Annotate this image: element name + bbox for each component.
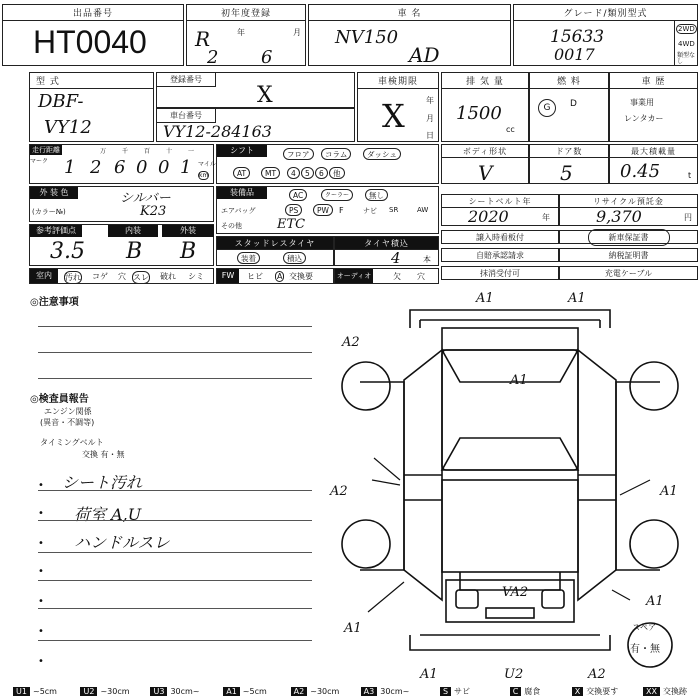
legend-desc: 30cm~ bbox=[170, 687, 200, 696]
month-number: 6 bbox=[261, 47, 273, 68]
registration-value: X bbox=[257, 83, 273, 108]
legend-code: U3 bbox=[150, 687, 167, 696]
equip-cooler: クーラー bbox=[321, 189, 353, 201]
first-registration-label: 初年度登録 bbox=[187, 5, 305, 21]
drive-other: 類型なし bbox=[677, 52, 696, 65]
tire-unit: 本 bbox=[423, 255, 431, 264]
mileage-unit-man: 万 bbox=[100, 148, 107, 155]
evaluation-label: 参考評価点 bbox=[30, 225, 82, 237]
equip-f: F bbox=[339, 206, 344, 215]
right-door-line bbox=[578, 475, 616, 500]
shift-floor: フロア bbox=[283, 148, 314, 160]
model-type-box bbox=[29, 72, 154, 142]
registration-label: 登録番号 bbox=[157, 73, 216, 87]
mileage-mark: マーク bbox=[30, 158, 49, 165]
equip-ps: PS bbox=[285, 204, 302, 216]
legend-item bbox=[630, 684, 700, 700]
bullet: • bbox=[38, 538, 44, 549]
doc-insurance: 自賠承認請求 bbox=[441, 248, 559, 262]
equip-ac: AC bbox=[289, 189, 307, 201]
doc-tax: 納税証明書 bbox=[559, 248, 698, 262]
shift-gear-6: 6 bbox=[315, 167, 328, 179]
history-label: 車 歴 bbox=[610, 73, 697, 89]
damage-mark: A1 bbox=[660, 484, 678, 499]
lot-number-value: HT0040 bbox=[33, 24, 147, 60]
bullet: • bbox=[38, 596, 44, 607]
doc-cancel: 抹消受付可 bbox=[441, 266, 559, 280]
car-name-box bbox=[308, 4, 511, 66]
audio-hole: 穴 bbox=[417, 272, 425, 281]
hood bbox=[442, 328, 578, 350]
tire-box bbox=[334, 236, 439, 266]
legend-item bbox=[280, 684, 350, 700]
interior-hole: 穴 bbox=[118, 272, 126, 281]
shift-dash: ダッシュ bbox=[363, 148, 401, 160]
audio-missing: 欠 bbox=[393, 272, 401, 281]
rear-right-wheel bbox=[630, 520, 678, 568]
spare-label: スペア bbox=[632, 623, 656, 632]
door-box bbox=[529, 144, 609, 184]
inspection-label: 車検期限 bbox=[358, 73, 438, 89]
load-unit: t bbox=[688, 171, 692, 180]
roof bbox=[442, 350, 578, 470]
interior-tear: 破れ bbox=[160, 272, 176, 281]
legend-desc: ~30cm bbox=[310, 687, 340, 696]
body-label: ボディ形状 bbox=[442, 145, 528, 158]
legend-item bbox=[350, 684, 420, 700]
fw-label: FW bbox=[217, 269, 239, 283]
chassis-value: VY12-284163 bbox=[163, 122, 272, 141]
recycle-value: 9,370 bbox=[596, 207, 642, 226]
evaluation-box bbox=[29, 224, 214, 266]
shift-box bbox=[216, 144, 439, 184]
studless-mounted: 装着 bbox=[237, 252, 260, 264]
belt-unit: 年 bbox=[542, 213, 550, 222]
legend-code: A1 bbox=[223, 687, 240, 696]
bullet: • bbox=[38, 508, 44, 519]
damage-mark: A1 bbox=[476, 291, 494, 306]
year-era: R bbox=[195, 27, 211, 51]
note-line bbox=[38, 378, 312, 379]
model-type-value2: VY12 bbox=[44, 117, 92, 138]
fuel-d: D bbox=[570, 99, 577, 109]
color-box bbox=[29, 186, 214, 222]
displacement-unit: cc bbox=[506, 125, 515, 134]
rear-plate bbox=[486, 608, 534, 618]
mileage-mile: マイル bbox=[198, 161, 216, 168]
fw-crack: ヒビ bbox=[247, 272, 263, 281]
color-value1: シルバー bbox=[120, 191, 171, 206]
legend-desc: ~5cm bbox=[242, 687, 267, 696]
audio-box bbox=[334, 268, 439, 284]
equipment-box bbox=[216, 186, 439, 234]
legend-desc: ~30cm bbox=[100, 687, 130, 696]
mileage-unit-hyaku: 百 bbox=[144, 148, 151, 155]
interior-grade-value: B bbox=[126, 239, 143, 264]
equip-airbag: エアバッグ bbox=[221, 207, 256, 215]
shift-other: 他 bbox=[329, 167, 345, 179]
mileage-digit-2: 2 bbox=[90, 157, 102, 178]
doc-nameplate: 譲入時看板付 bbox=[441, 230, 559, 244]
front-bumper bbox=[410, 310, 610, 328]
report-item-3: ハンドルスレ bbox=[74, 533, 170, 552]
report-title: ◎検査員報告 bbox=[30, 394, 89, 405]
legend-desc: 30cm~ bbox=[380, 687, 410, 696]
mark-leader-left bbox=[372, 458, 400, 485]
legend-desc: サビ bbox=[454, 687, 471, 696]
spare-value: 有・無 bbox=[630, 644, 660, 655]
shift-mt: MT bbox=[261, 167, 280, 179]
year-unit: 年 bbox=[237, 28, 245, 37]
note-line bbox=[38, 326, 312, 327]
legend-code: S bbox=[440, 687, 451, 696]
inspection-value: X bbox=[382, 97, 405, 135]
drive-2wd: 2WD bbox=[678, 25, 695, 33]
belt-value: 2020 bbox=[468, 207, 509, 226]
legend-item bbox=[560, 684, 630, 700]
equip-pw: PW bbox=[313, 204, 333, 216]
legend-desc: 交換要す bbox=[586, 687, 619, 696]
fw-replace: 交換要 bbox=[289, 272, 313, 281]
exterior-grade-label: 外装 bbox=[162, 225, 214, 237]
legend-desc: 交換跡 bbox=[662, 687, 687, 696]
note-line bbox=[38, 520, 312, 521]
interior-label: 室内 bbox=[30, 269, 58, 283]
studless-label: スタッドレスタイヤ bbox=[217, 237, 333, 250]
interior-dirt: 汚れ bbox=[65, 273, 81, 282]
rear-left-wheel bbox=[342, 520, 390, 568]
legend-code: A3 bbox=[361, 687, 378, 696]
first-registration-box bbox=[186, 4, 306, 66]
damage-mark: A1 bbox=[646, 594, 664, 609]
chassis-label: 車台番号 bbox=[157, 109, 216, 123]
door-value: 5 bbox=[560, 161, 573, 185]
tire-label: タイヤ積込 bbox=[335, 237, 438, 250]
month-unit: 月 bbox=[293, 28, 301, 37]
equip-other-value: ETC bbox=[277, 217, 306, 232]
cargo-area bbox=[442, 480, 578, 572]
damage-mark: A2 bbox=[330, 484, 348, 499]
legend-code: X bbox=[572, 687, 583, 696]
interior-burn: コゲ bbox=[92, 272, 108, 281]
grade-sub: 0017 bbox=[554, 45, 595, 64]
legend-item bbox=[0, 684, 70, 700]
note-line bbox=[38, 580, 312, 581]
inspection-year-unit: 年 bbox=[426, 96, 434, 105]
legend-desc: 腐食 bbox=[524, 687, 541, 696]
body-value: V bbox=[478, 161, 493, 185]
damage-mark: A2 bbox=[342, 335, 360, 350]
legend-code: C bbox=[510, 687, 522, 696]
mileage-digit-1: 1 bbox=[64, 157, 76, 178]
bullet: • bbox=[38, 566, 44, 577]
report-item-1: シート汚れ bbox=[62, 473, 143, 492]
equip-none: 無し bbox=[365, 189, 388, 201]
recycle-unit: 円 bbox=[684, 213, 692, 222]
damage-mark: A1 bbox=[344, 621, 362, 636]
interior-box bbox=[29, 268, 214, 284]
model-type-label: 型 式 bbox=[30, 73, 153, 89]
mileage-unit-sen: 千 bbox=[122, 148, 129, 155]
displacement-value: 1500 bbox=[456, 103, 502, 124]
year-number: 2 bbox=[207, 47, 219, 68]
color-label: 外 装 色 bbox=[30, 187, 78, 199]
body-box bbox=[441, 144, 529, 184]
inspection-month-unit: 月 bbox=[426, 114, 434, 123]
recycle-label: リサイクル預託金 bbox=[560, 195, 697, 208]
mileage-box bbox=[29, 144, 214, 184]
legend-code: XX bbox=[643, 687, 660, 696]
interior-scuff: スレ bbox=[133, 273, 149, 282]
damage-mark: VA2 bbox=[502, 585, 529, 600]
shift-gear-4: 4 bbox=[287, 167, 300, 179]
front-left-wheel bbox=[342, 362, 390, 410]
note-line bbox=[38, 490, 312, 491]
grade-label: グレード/類別型式 bbox=[514, 5, 697, 21]
mileage-unit-ichi: 一 bbox=[188, 148, 195, 155]
mileage-label: 走行距離 bbox=[32, 146, 60, 154]
audio-label: オーディオ bbox=[335, 269, 373, 283]
note-line bbox=[38, 640, 312, 641]
interior-grade-label: 内装 bbox=[108, 225, 158, 237]
model-type-value1: DBF- bbox=[38, 91, 84, 112]
mileage-digit-3: 6 bbox=[114, 157, 126, 178]
left-door-line bbox=[404, 475, 442, 500]
legend-item bbox=[140, 684, 210, 700]
equipment-label: 装備品 bbox=[217, 187, 267, 199]
mark-leader-right bbox=[620, 480, 650, 495]
equip-sr: SR bbox=[389, 206, 399, 214]
rear-bumper bbox=[410, 635, 610, 650]
front-right-wheel bbox=[630, 362, 678, 410]
legend-item bbox=[420, 684, 490, 700]
timing-sub: 交換 有・無 bbox=[82, 450, 125, 459]
load-label: 最大積載量 bbox=[610, 145, 697, 158]
bullet: • bbox=[38, 656, 44, 667]
inspection-day-unit: 日 bbox=[426, 131, 434, 140]
legend-item bbox=[490, 684, 560, 700]
studless-loaded: 積込 bbox=[283, 252, 306, 264]
equip-other-label: その他 bbox=[221, 222, 242, 230]
note-line bbox=[38, 552, 312, 553]
caution-title: ◎注意事項 bbox=[30, 297, 79, 308]
equip-aw: AW bbox=[417, 206, 429, 214]
load-value: 0.45 bbox=[620, 161, 661, 182]
note-line bbox=[38, 352, 312, 353]
equip-navi: ナビ bbox=[363, 207, 377, 215]
history-business: 事業用 bbox=[630, 98, 654, 107]
damage-mark: A1 bbox=[420, 667, 438, 682]
evaluation-value: 3.5 bbox=[50, 239, 85, 264]
engine-label: エンジン関係 bbox=[44, 407, 92, 416]
engine-sub: (異音・不調等) bbox=[40, 418, 95, 427]
mileage-digit-5: 0 bbox=[158, 157, 170, 178]
mileage-km: km bbox=[199, 172, 209, 179]
inspection-box bbox=[357, 72, 439, 142]
fw-box bbox=[216, 268, 334, 284]
mileage-digit-4: 0 bbox=[136, 157, 148, 178]
warranty-circle bbox=[588, 229, 670, 246]
exterior-grade-value: B bbox=[180, 239, 197, 264]
shift-gear-5: 5 bbox=[301, 167, 314, 179]
fuel-box bbox=[529, 72, 609, 142]
mileage-unit-juu: 十 bbox=[166, 148, 173, 155]
timing-label: タイミングベルト bbox=[40, 438, 104, 447]
tire-value: 4 bbox=[391, 249, 401, 267]
note-line bbox=[38, 608, 312, 609]
chassis-box bbox=[156, 108, 355, 142]
interior-stain: シミ bbox=[188, 272, 204, 281]
shift-at: AT bbox=[233, 167, 250, 179]
grade-code: 15633 bbox=[550, 27, 605, 47]
fuel-label: 燃 料 bbox=[530, 73, 608, 89]
legend-code: A2 bbox=[291, 687, 308, 696]
legend-item bbox=[210, 684, 280, 700]
damage-mark: A1 bbox=[510, 373, 528, 388]
recycle-box bbox=[559, 194, 698, 226]
mileage-digit-6: 1 bbox=[180, 157, 192, 178]
fw-a: A bbox=[277, 272, 283, 281]
color-sub: (カラー№) bbox=[32, 208, 66, 216]
color-value2: K23 bbox=[140, 204, 167, 219]
shift-label: シフト bbox=[217, 145, 267, 157]
legend-code: U1 bbox=[13, 687, 30, 696]
legend-desc: ~5cm bbox=[32, 687, 57, 696]
rear-lamp-right bbox=[542, 590, 564, 608]
drive-4wd: 4WD bbox=[678, 40, 695, 48]
load-box bbox=[609, 144, 698, 184]
belt-box bbox=[441, 194, 559, 226]
door-label: ドア数 bbox=[530, 145, 608, 158]
legend-item bbox=[70, 684, 140, 700]
studless-box bbox=[216, 236, 334, 266]
history-rental: レンタカー bbox=[624, 114, 664, 123]
grade-box bbox=[513, 4, 698, 66]
car-model-value: AD bbox=[409, 43, 440, 67]
report-item-2: 荷室 A,U bbox=[74, 505, 142, 524]
fuel-g: G bbox=[538, 99, 556, 117]
shift-column: コラム bbox=[321, 148, 351, 160]
history-box bbox=[609, 72, 698, 142]
car-name-label: 車 名 bbox=[309, 5, 510, 21]
damage-mark: A1 bbox=[568, 291, 586, 306]
displacement-box bbox=[441, 72, 529, 142]
lot-number-label: 出品番号 bbox=[3, 5, 183, 21]
lot-number-box bbox=[2, 4, 184, 66]
bullet: • bbox=[38, 626, 44, 637]
displacement-label: 排 気 量 bbox=[442, 73, 528, 89]
damage-legend bbox=[0, 684, 700, 700]
legend-code: U2 bbox=[80, 687, 97, 696]
rear-window bbox=[442, 438, 578, 470]
car-name-value: NV150 bbox=[335, 27, 399, 48]
rear-lamp-left bbox=[456, 590, 478, 608]
doc-charge-cable: 充電ケーブル bbox=[559, 266, 698, 280]
bullet: • bbox=[38, 480, 44, 491]
doc-warranty: 新車保証書 bbox=[559, 230, 698, 244]
damage-mark: A2 bbox=[588, 667, 606, 682]
belt-label: シートベルト年 bbox=[442, 195, 558, 208]
damage-mark: U2 bbox=[504, 667, 524, 682]
registration-box bbox=[156, 72, 355, 108]
